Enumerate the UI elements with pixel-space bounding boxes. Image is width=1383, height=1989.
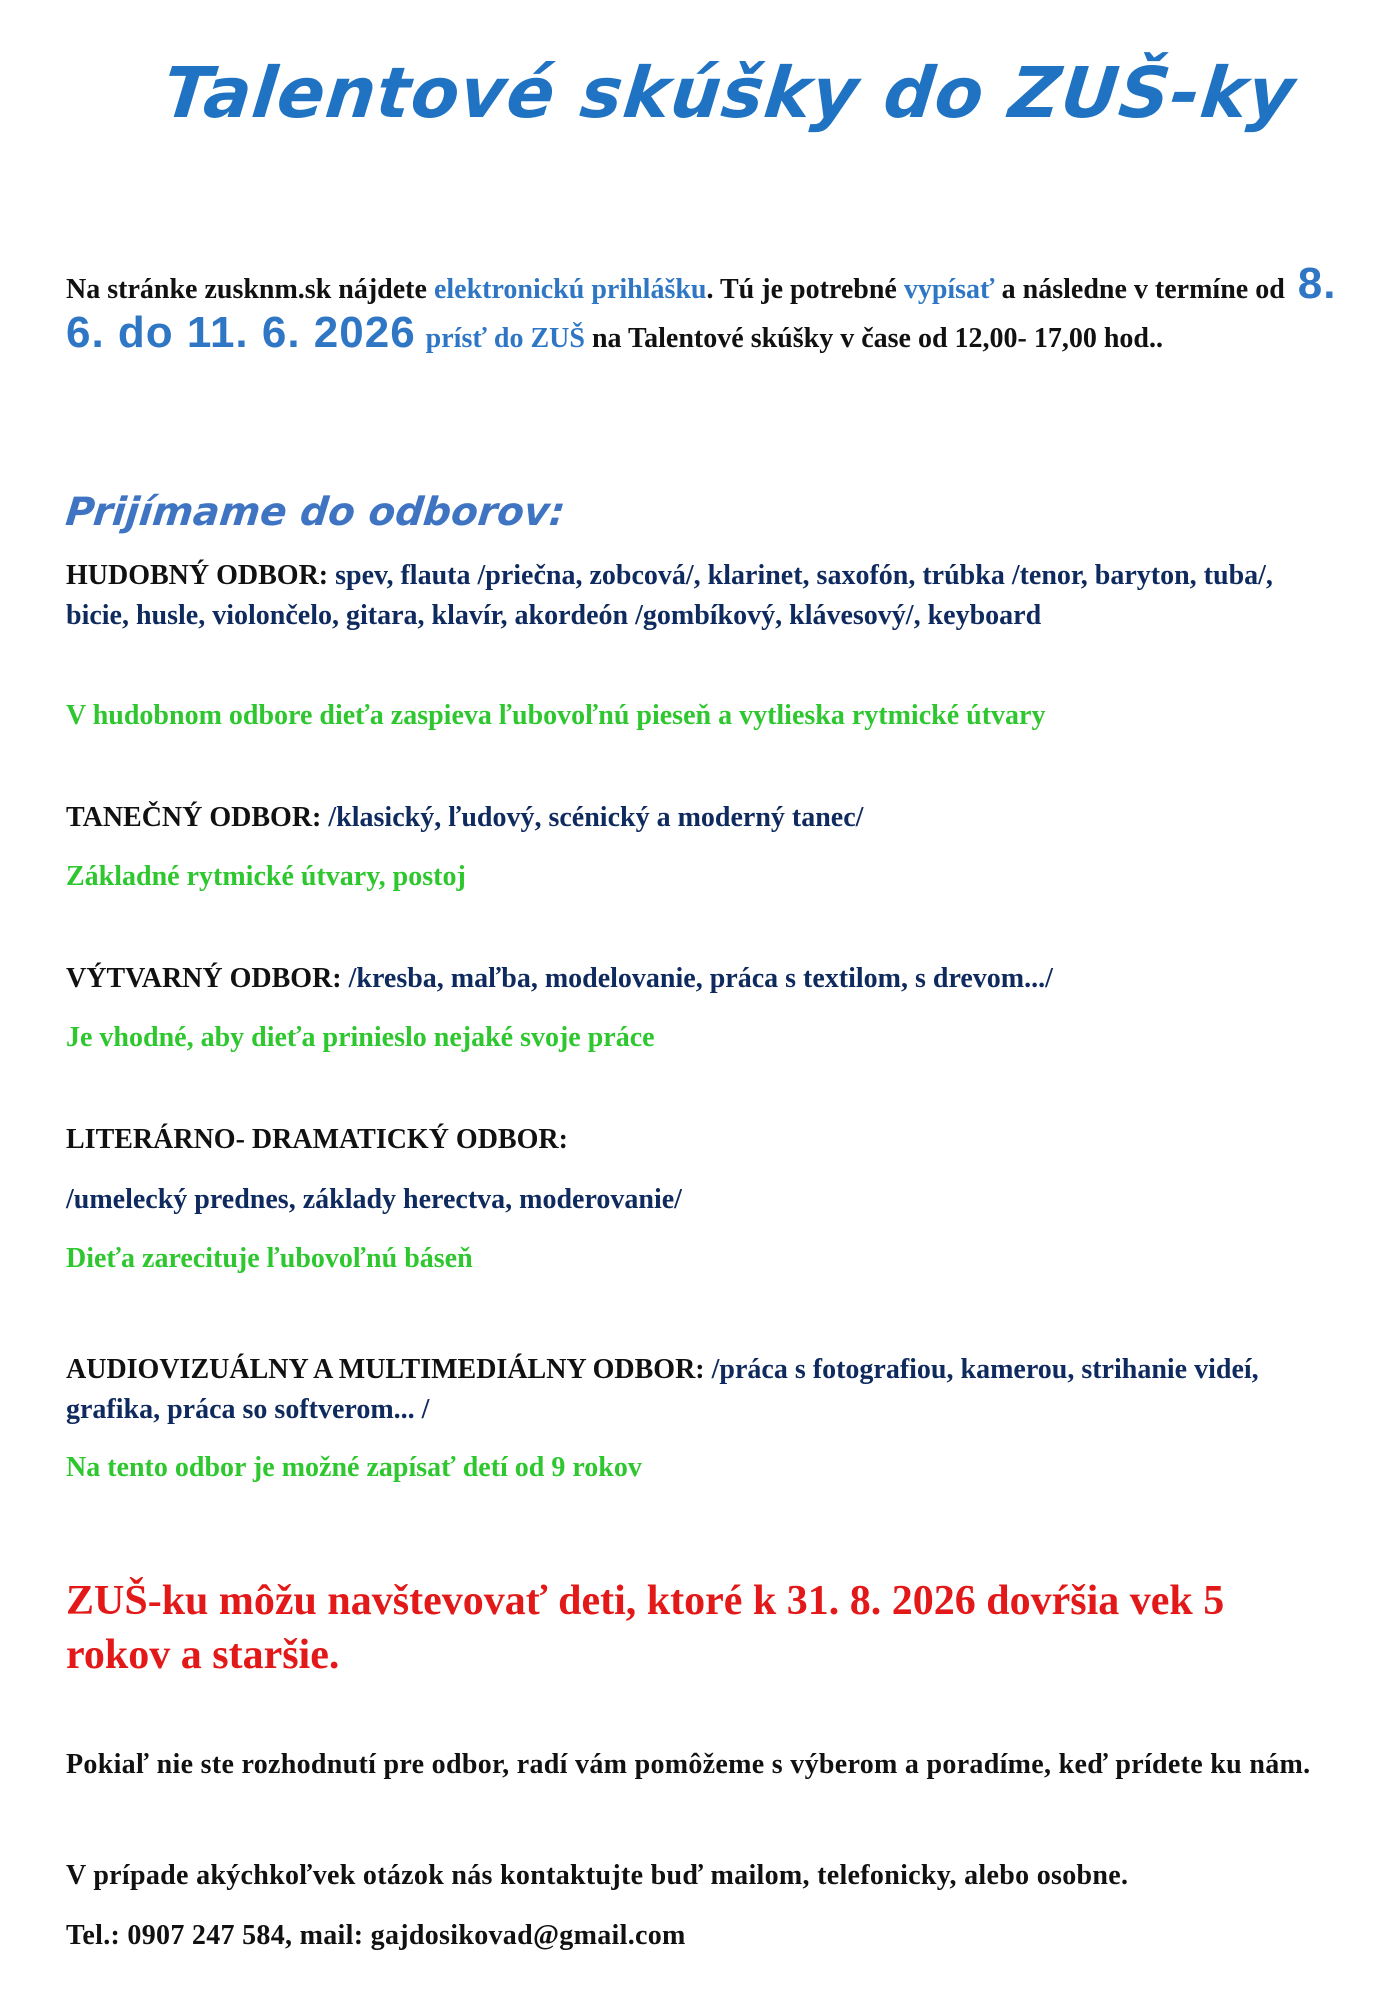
department-multimedia-note: Na tento odbor je možné zapísať detí od 9 rokov (66, 1452, 642, 1483)
application-link[interactable]: elektronickú prihlášku (433, 274, 707, 305)
department-description: spev, flauta /priečna, zobcová/, klarinet, saxofón, trúbka /tenor, baryton, tuba/, bicie, husle, violončelo, gitara, klavír, akordeón /gombíkový, klávesový/, keyboard (66, 560, 1273, 631)
intro-paragraph (66, 259, 1338, 360)
intro-text-1: Na stránke zusknm.sk nájdete (66, 274, 434, 305)
department-drama-description: /umelecký prednes, základy herectva, moderovanie/ (66, 1184, 682, 1215)
department-description: /kresba, maľba, modelovanie, práca s textilom, s drevom.../ (341, 963, 1053, 994)
help-paragraph: Pokiaľ nie ste rozhodnutí pre odbor, radí vám pomôžeme s výberom a poradíme, keď prídete ku nám. (66, 1749, 1311, 1780)
intro-text-2: . Tú je potrebné (706, 274, 904, 305)
come-to-school-text: prísť do ZUŠ (425, 323, 585, 354)
department-name: HUDOBNÝ ODBOR: (66, 560, 329, 591)
intro-text-3: a následne v termíne od (994, 274, 1285, 305)
department-name: TANEČNÝ ODBOR: (66, 802, 322, 833)
intro-text-4: na Talentové skúšky v čase od 12,00- 17,00 hod.. (584, 323, 1163, 354)
page-title: Talentové skúšky do ZUŠ-ky (159, 52, 1300, 134)
exam-dates: 8. 6. do 11. 6. 2026 (66, 259, 1337, 357)
department-art-note: Je vhodné, aby dieťa prinieslo nejaké svoje práce (66, 1022, 655, 1053)
department-dance (66, 798, 1338, 838)
department-drama-note: Dieťa zarecituje ľubovoľnú báseň (66, 1243, 473, 1274)
department-drama (66, 1120, 1338, 1160)
fill-in-link[interactable]: vypísať (903, 274, 995, 305)
department-name: VÝTVARNÝ ODBOR: (66, 963, 342, 994)
age-notice: ZUŠ-ku môžu navštevovať deti, ktoré k 31. 8. 2026 dovŕšia vek 5 rokov a staršie. (66, 1578, 1225, 1678)
contact-line: Tel.: 0907 247 584, mail: gajdosikovad@gmail.com (66, 1920, 686, 1951)
department-music-note: V hudobnom odbore dieťa zaspieva ľubovoľnú pieseň a vytlieska rytmické útvary (66, 700, 1046, 731)
department-name: AUDIOVIZUÁLNY A MULTIMEDIÁLNY ODBOR: (66, 1354, 705, 1385)
department-music (66, 556, 1338, 636)
contact-paragraph: V prípade akýchkoľvek otázok nás kontaktujte buď mailom, telefonicky, alebo osobne. (66, 1860, 1129, 1891)
department-art (66, 959, 1338, 999)
department-name: LITERÁRNO- DRAMATICKÝ ODBOR: (66, 1124, 568, 1155)
departments-heading: Prijímame do odborov: (63, 490, 568, 535)
department-dance-note: Základné rytmické útvary, postoj (66, 861, 466, 892)
department-description: /klasický, ľudový, scénický a moderný tanec/ (321, 802, 864, 833)
department-description: /práca s fotografiou, kamerou, strihanie videí, grafika, práca so softverom... / (66, 1354, 1259, 1425)
department-multimedia (66, 1350, 1338, 1430)
